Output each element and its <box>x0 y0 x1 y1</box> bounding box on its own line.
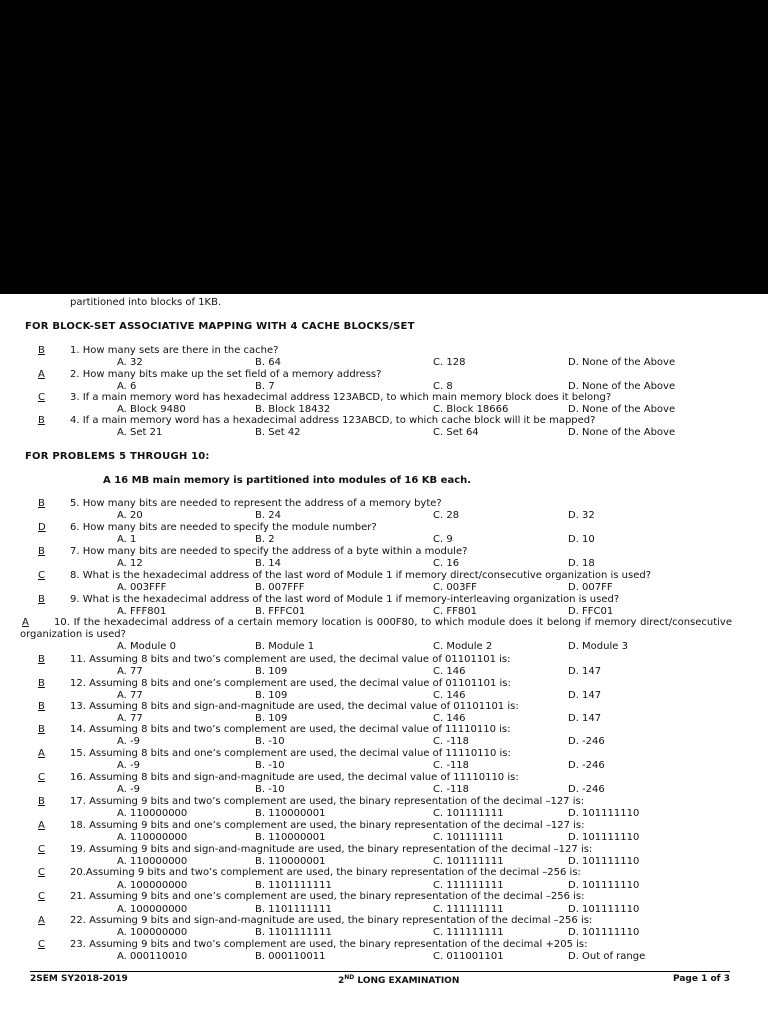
option-d: D. -246 <box>568 736 605 747</box>
option-b: B. Set 42 <box>255 427 301 438</box>
option-b: B. -10 <box>255 760 285 771</box>
option-b: B. 7 <box>255 381 275 392</box>
answer-blank[interactable]: A <box>38 748 45 759</box>
option-c: C. 146 <box>433 713 466 724</box>
question-12 <box>36 678 732 690</box>
question-text: 12. Assuming 8 bits and one’s complement are used, the decimal value of 01101101 is: <box>70 678 511 689</box>
question-text: 15. Assuming 8 bits and one’s complement are used, the decimal value of 11110110 is: <box>70 748 511 759</box>
option-a: A. 110000000 <box>117 832 188 843</box>
question-text: 10. If the hexadecimal address of a certain memory location is 000F80, to which module does it belong if memory direct/consecutive organization is used? <box>20 617 732 640</box>
option-a: A. 100000000 <box>117 880 188 891</box>
option-a: A. 100000000 <box>117 904 188 915</box>
question-1 <box>36 345 732 357</box>
option-d: D. 32 <box>568 510 595 521</box>
option-d: D. 101111110 <box>568 832 640 843</box>
answer-blank[interactable]: C <box>38 392 45 403</box>
option-b: B. Module 1 <box>255 641 315 652</box>
answer-blank[interactable]: B <box>38 701 45 712</box>
question-17 <box>36 796 732 808</box>
question-5 <box>36 498 732 510</box>
answer-blank[interactable]: A <box>38 820 45 831</box>
answer-blank[interactable]: B <box>38 654 45 665</box>
options-row <box>0 357 768 369</box>
answer-blank[interactable]: A <box>38 915 45 926</box>
option-c: C. 8 <box>433 381 453 392</box>
question-text: 19. Assuming 9 bits and sign-and-magnitude are used, the binary representation of the decimal –127 is: <box>70 844 593 855</box>
question-2 <box>36 369 732 381</box>
question-13 <box>36 701 732 713</box>
intro-text: partitioned into blocks of 1KB. <box>70 297 222 308</box>
question-9 <box>36 594 732 606</box>
option-a: A. Module 0 <box>117 641 176 652</box>
answer-blank[interactable]: C <box>38 844 45 855</box>
question-19 <box>36 844 732 856</box>
option-b: B. 109 <box>255 690 288 701</box>
option-a: A. 12 <box>117 558 143 569</box>
page-footer <box>30 971 730 986</box>
option-d: D. 007FF <box>568 582 613 593</box>
option-d: D. 101111110 <box>568 808 640 819</box>
question-text: 14. Assuming 8 bits and two’s complement are used, the decimal value of 11110110 is: <box>70 724 511 735</box>
options-row <box>0 784 768 796</box>
question-8 <box>36 570 732 582</box>
options-row <box>0 736 768 748</box>
option-d: D. None of the Above <box>568 404 676 415</box>
option-c: C. 128 <box>433 357 466 368</box>
answer-blank[interactable]: B <box>38 724 45 735</box>
option-c: C. Module 2 <box>433 641 493 652</box>
options-row <box>0 582 768 594</box>
answer-blank[interactable]: A <box>38 369 45 380</box>
option-c: C. 111111111 <box>433 904 504 915</box>
question-14 <box>36 724 732 736</box>
option-b: B. 1101111111 <box>255 880 332 891</box>
question-text: 22. Assuming 9 bits and sign-and-magnitude are used, the binary representation of the decimal –256 is: <box>70 915 593 926</box>
question-text: 1. How many sets are there in the cache? <box>70 345 279 356</box>
option-d: D. None of the Above <box>568 381 676 392</box>
options-row <box>0 534 768 546</box>
answer-blank[interactable]: C <box>38 570 45 581</box>
question-16 <box>36 772 732 784</box>
option-c: C. Block 18666 <box>433 404 509 415</box>
option-d: D. -246 <box>568 760 605 771</box>
option-d: D. 10 <box>568 534 595 545</box>
options-row <box>0 808 768 820</box>
option-a: A. 6 <box>117 381 137 392</box>
question-text: 20.Assuming 9 bits and two’s complement are used, the binary representation of the decimal –256 is: <box>70 867 581 878</box>
option-b: B. 110000001 <box>255 856 326 867</box>
question-6 <box>36 522 732 534</box>
answer-blank[interactable]: C <box>38 939 45 950</box>
option-a: A. -9 <box>117 736 140 747</box>
option-c: C. 16 <box>433 558 460 569</box>
answer-blank[interactable]: B <box>38 415 45 426</box>
answer-blank[interactable]: B <box>38 345 45 356</box>
option-a: A. -9 <box>117 760 140 771</box>
question-15 <box>36 748 732 760</box>
question-text: 16. Assuming 8 bits and sign-and-magnitude are used, the decimal value of 11110110 is: <box>70 772 519 783</box>
option-d: D. 101111110 <box>568 904 640 915</box>
option-c: C. 101111111 <box>433 856 504 867</box>
option-a: A. 000110010 <box>117 951 188 962</box>
section1-heading: FOR BLOCK-SET ASSOCIATIVE MAPPING WITH 4 CACHE BLOCKS/SET <box>25 321 415 332</box>
footer-page-number: Page 1 of 3 <box>673 974 730 984</box>
option-c: C. 111111111 <box>433 927 504 938</box>
option-b: B. -10 <box>255 784 285 795</box>
option-d: D. 147 <box>568 713 602 724</box>
question-text: 8. What is the hexadecimal address of the last word of Module 1 if memory direct/consecutive organization is used? <box>70 570 652 581</box>
option-d: D. FFC01 <box>568 606 614 617</box>
question-22 <box>36 915 732 927</box>
option-b: B. -10 <box>255 736 285 747</box>
answer-blank[interactable]: D <box>38 522 46 533</box>
option-b: B. 000110011 <box>255 951 326 962</box>
answer-blank[interactable]: B <box>38 796 45 807</box>
question-3 <box>36 392 732 404</box>
question-text: 7. How many bits are needed to specify the address of a byte within a module? <box>70 546 468 557</box>
question-text: 3. If a main memory word has hexadecimal address 123ABCD, to which main memory block does it belong? <box>70 392 612 403</box>
option-d: D. Module 3 <box>568 641 628 652</box>
options-row <box>0 927 768 939</box>
option-b: B. 2 <box>255 534 275 545</box>
answer-blank[interactable]: B <box>38 594 45 605</box>
option-c: C. 9 <box>433 534 453 545</box>
option-b: B. 14 <box>255 558 281 569</box>
option-c: C. -118 <box>433 760 470 771</box>
options-row <box>0 951 768 963</box>
section2-heading: FOR PROBLEMS 5 THROUGH 10: <box>25 451 210 462</box>
options-row <box>0 510 768 522</box>
question-text: 9. What is the hexadecimal address of the last word of Module 1 if memory-interleaving organization is used? <box>70 594 620 605</box>
question-20 <box>36 867 732 879</box>
option-d: D. -246 <box>568 784 605 795</box>
answer-blank[interactable]: B <box>38 678 45 689</box>
option-b: B. 109 <box>255 713 288 724</box>
question-text: 11. Assuming 8 bits and two’s complement are used, the decimal value of 01101101 is: <box>70 654 511 665</box>
option-b: B. 110000001 <box>255 832 326 843</box>
option-b: B. 64 <box>255 357 281 368</box>
option-a: A. Block 9480 <box>117 404 186 415</box>
question-text: 5. How many bits are needed to represent the address of a memory byte? <box>70 498 442 509</box>
question-18 <box>36 820 732 832</box>
option-c: C. 146 <box>433 666 466 677</box>
question-text: 13. Assuming 8 bits and sign-and-magnitude are used, the decimal value of 01101101 is: <box>70 701 519 712</box>
option-a: A. FFF801 <box>117 606 167 617</box>
options-row <box>0 832 768 844</box>
option-c: C. 101111111 <box>433 832 504 843</box>
question-4 <box>36 415 732 427</box>
option-b: B. 1101111111 <box>255 904 332 915</box>
redacted-header-block <box>0 0 768 294</box>
answer-blank[interactable]: C <box>38 772 45 783</box>
option-d: D. 147 <box>568 666 602 677</box>
option-a: A. -9 <box>117 784 140 795</box>
option-c: C. 111111111 <box>433 880 504 891</box>
question-text: 18. Assuming 9 bits and one’s complement are used, the binary representation of the decimal –127 is: <box>70 820 585 831</box>
section2-subheading: A 16 MB main memory is partitioned into modules of 16 KB each. <box>103 475 472 486</box>
option-c: C. 146 <box>433 690 466 701</box>
option-c: C. 011001101 <box>433 951 504 962</box>
question-text: 4. If a main memory word has a hexadecimal address 123ABCD, to which cache block will it be mapped? <box>70 415 596 426</box>
option-d: D. 101111110 <box>568 880 640 891</box>
option-c: C. -118 <box>433 736 470 747</box>
option-b: B. 007FFF <box>255 582 305 593</box>
option-b: B. 24 <box>255 510 281 521</box>
question-text: 17. Assuming 9 bits and two’s complement are used, the binary representation of the decimal –127 is: <box>70 796 585 807</box>
footer-exam-title: 2ND LONG EXAMINATION <box>338 974 460 986</box>
option-c: C. Set 64 <box>433 427 479 438</box>
question-10 <box>20 617 732 641</box>
option-d: D. None of the Above <box>568 357 676 368</box>
option-a: A. Set 21 <box>117 427 163 438</box>
option-b: B. 110000001 <box>255 808 326 819</box>
question-7 <box>36 546 732 558</box>
option-a: A. 20 <box>117 510 143 521</box>
question-23 <box>36 939 732 951</box>
option-d: D. 101111110 <box>568 927 640 938</box>
question-11 <box>36 654 732 666</box>
question-text: 2. How many bits make up the set field of a memory address? <box>70 369 382 380</box>
option-a: A. 110000000 <box>117 808 188 819</box>
option-b: B. Block 18432 <box>255 404 331 415</box>
option-c: C. FF801 <box>433 606 477 617</box>
option-a: A. 77 <box>117 713 143 724</box>
question-text: 23. Assuming 9 bits and two’s complement are used, the binary representation of the decimal +205 is: <box>70 939 588 950</box>
option-c: C. 28 <box>433 510 460 521</box>
option-a: A. 100000000 <box>117 927 188 938</box>
footer-semester: 2SEM SY2018-2019 <box>30 974 128 984</box>
answer-blank[interactable]: B <box>38 498 45 509</box>
option-b: B. FFFC01 <box>255 606 306 617</box>
options-row <box>0 666 768 678</box>
option-a: A. 110000000 <box>117 856 188 867</box>
answer-blank[interactable]: B <box>38 546 45 557</box>
options-row <box>0 427 768 439</box>
option-c: C. 003FF <box>433 582 477 593</box>
option-d: D. Out of range <box>568 951 646 962</box>
option-d: D. 147 <box>568 690 602 701</box>
question-text: 21. Assuming 9 bits and one’s complement are used, the binary representation of the decimal –256 is: <box>70 891 585 902</box>
option-d: D. 101111110 <box>568 856 640 867</box>
options-row <box>0 641 768 653</box>
option-d: D. 18 <box>568 558 595 569</box>
option-c: C. 101111111 <box>433 808 504 819</box>
options-row <box>0 558 768 570</box>
question-text: 6. How many bits are needed to specify the module number? <box>70 522 377 533</box>
answer-blank[interactable]: A <box>22 617 29 628</box>
option-d: D. None of the Above <box>568 427 676 438</box>
answer-blank[interactable]: C <box>38 867 45 878</box>
option-c: C. -118 <box>433 784 470 795</box>
option-a: A. 1 <box>117 534 137 545</box>
option-a: A. 77 <box>117 666 143 677</box>
option-b: B. 109 <box>255 666 288 677</box>
option-a: A. 32 <box>117 357 143 368</box>
option-a: A. 003FFF <box>117 582 167 593</box>
answer-blank[interactable]: C <box>38 891 45 902</box>
option-a: A. 77 <box>117 690 143 701</box>
question-21 <box>36 891 732 903</box>
options-row <box>0 760 768 772</box>
option-b: B. 1101111111 <box>255 927 332 938</box>
